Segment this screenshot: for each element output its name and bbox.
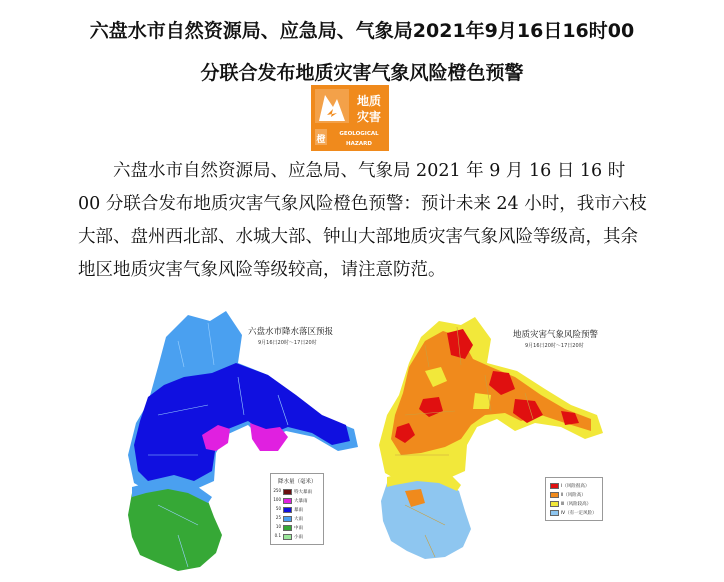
document-title-line1: 六盘水市自然资源局、应急局、气象局2021年9月16日16时00 [89, 20, 635, 42]
rainfall-legend-value: 250 [273, 488, 281, 493]
geohazard-legend-item [550, 482, 589, 489]
rainfall-legend-item [283, 533, 303, 540]
rainfall-map-subtitle: 9月16日20时～17日20时 [258, 340, 317, 346]
rainfall-map-graphic [118, 305, 366, 577]
geohazard-warning-map [365, 315, 622, 562]
badge-text-3: 橙 [316, 135, 326, 145]
geohazard-legend-swatch [550, 510, 559, 516]
geohazard-map-legend [545, 477, 603, 521]
rainfall-legend-value: 10 [275, 524, 281, 529]
rainfall-legend-label: 大雨 [294, 516, 303, 522]
rainfall-legend-title: 降水量（毫米） [278, 479, 317, 485]
geohazard-legend-label: Ⅳ（有一定风险） [561, 510, 597, 516]
rainfall-legend-label: 特大暴雨 [294, 489, 312, 495]
rainfall-legend-value: 25 [275, 515, 281, 520]
geohazard-legend-label: Ⅰ（风险很高） [561, 483, 590, 489]
badge-en-1: GEOLOGICAL [339, 131, 379, 137]
geohazard-legend-label: Ⅱ（风险高） [561, 492, 586, 498]
badge-text-2: 灾害 [356, 110, 382, 124]
document-paragraph [78, 155, 650, 287]
rainfall-legend-item [283, 488, 312, 495]
rainfall-legend-swatch [283, 534, 292, 540]
geohazard-legend-item [550, 491, 586, 498]
rainfall-legend-label: 大暴雨 [294, 498, 308, 504]
rainfall-legend-label: 小雨 [294, 534, 303, 540]
badge-text-1: 地质 [356, 94, 382, 108]
geohazard-legend-swatch [550, 483, 559, 489]
rainfall-legend-value: 100 [273, 497, 281, 502]
rainfall-legend-item [283, 524, 303, 531]
rainfall-map-legend [270, 473, 324, 545]
paragraph-text: 六盘水市自然资源局、应急局、气象局 2021 年 9 月 16 日 16 时 00 分联合发布地质灾害气象风险橙色预警：预计未来 24 小时，我市六枝大部、盘州西北部、水城大部、钟山大部地质灾害气象风险等级高，其余地区地质灾害气象风险等级较高，请注意防范。 [78, 161, 647, 280]
rainfall-forecast-map [118, 305, 366, 577]
rainfall-map-title: 六盘水市降水落区预报 [248, 327, 334, 337]
rainfall-legend-swatch [283, 489, 292, 495]
geohazard-legend-item [550, 509, 597, 516]
rainfall-legend-swatch [283, 516, 292, 522]
rainfall-legend-item [283, 506, 303, 513]
rainfall-legend-value: 50 [275, 506, 281, 511]
badge-en-2: HAZARD [346, 141, 372, 147]
rainfall-legend-swatch [283, 525, 292, 531]
document-title-line2: 分联合发布地质灾害气象风险橙色预警 [200, 62, 524, 84]
rainfall-legend-value: 0.1 [274, 533, 281, 538]
geohazard-legend-swatch [550, 492, 559, 498]
rainfall-legend-swatch [283, 498, 292, 504]
rainfall-legend-item [283, 515, 303, 522]
rainfall-legend-item [283, 497, 308, 504]
rainfall-legend-label: 暴雨 [294, 507, 303, 513]
geohazard-legend-label: Ⅲ（风险较高） [561, 501, 592, 507]
geohazard-map-title: 地质灾害气象风险预警 [513, 330, 599, 340]
rainfall-legend-swatch [283, 507, 292, 513]
rainfall-legend-label: 中雨 [294, 525, 303, 531]
geological-hazard-orange-warning-icon [311, 85, 389, 151]
geohazard-map-graphic [365, 315, 622, 562]
geohazard-legend-swatch [550, 501, 559, 507]
geohazard-map-subtitle: 9月16日20时～17日20时 [525, 343, 584, 349]
geohazard-legend-item [550, 500, 591, 507]
